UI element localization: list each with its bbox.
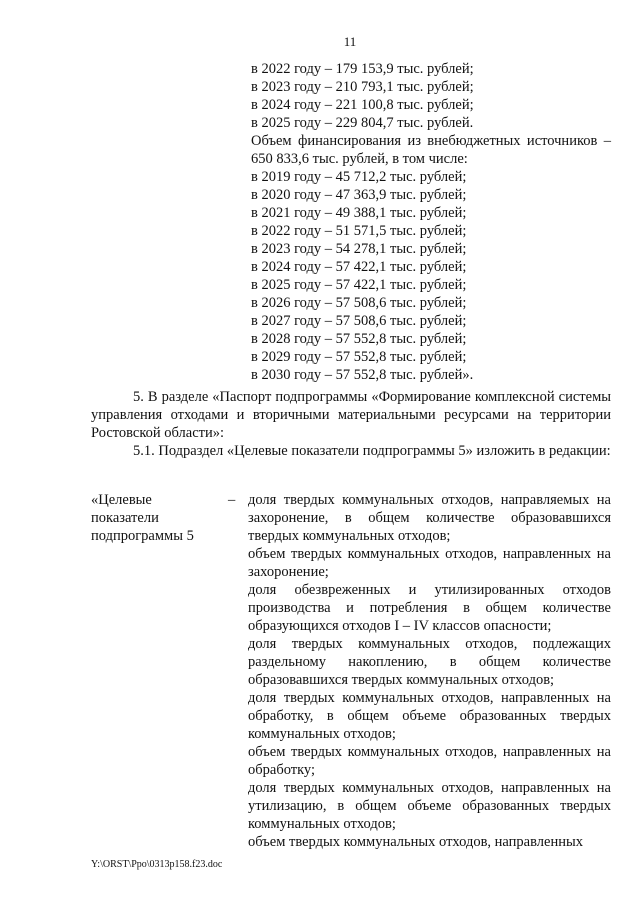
indicator-item: доля твердых коммунальных отходов, направляемых на захоронение, в общем количестве образовавшихся твердых коммунальных отходов; <box>248 492 611 544</box>
extra-financing-total: 650 833,6 тыс. рублей, в том числе: <box>251 151 468 167</box>
financing-line: в 2023 году – 210 793,1 тыс. рублей; <box>251 79 474 95</box>
indicator-item: объем твердых коммунальных отходов, направленных на обработку; <box>248 744 611 778</box>
file-path-footer: Y:\ORST\Ppo\0313p158.f23.doc <box>91 859 223 870</box>
indicators-label: «Целевые показатели подпрограммы 5 <box>91 492 194 544</box>
financing-line: в 2030 году – 57 552,8 тыс. рублей». <box>251 367 474 383</box>
indicator-item: объем твердых коммунальных отходов, направленных на захоронение; <box>248 546 611 580</box>
financing-line: в 2019 году – 45 712,2 тыс. рублей; <box>251 169 467 185</box>
indicators-dash: – <box>228 492 236 508</box>
financing-line: в 2024 году – 57 422,1 тыс. рублей; <box>251 259 467 275</box>
financing-line: в 2020 году – 47 363,9 тыс. рублей; <box>251 187 467 203</box>
financing-line: в 2021 году – 49 388,1 тыс. рублей; <box>251 205 467 221</box>
page-number: 11 <box>343 34 357 49</box>
financing-line: в 2022 году – 179 153,9 тыс. рублей; <box>251 61 474 77</box>
financing-line: в 2029 году – 57 552,8 тыс. рублей; <box>251 349 467 365</box>
financing-line: в 2025 году – 57 422,1 тыс. рублей; <box>251 277 467 293</box>
financing-line: в 2026 году – 57 508,6 тыс. рублей; <box>251 295 467 311</box>
section-5 <box>91 388 611 460</box>
financing-line: в 2028 году – 57 552,8 тыс. рублей; <box>251 331 467 347</box>
indicator-item: доля твердых коммунальных отходов, направленных на обработку, в общем объеме образованных твердых коммунальных отходов; <box>248 690 611 742</box>
indicators-list <box>248 491 611 851</box>
financing-block <box>251 60 611 384</box>
financing-line: в 2025 году – 229 804,7 тыс. рублей. <box>251 115 474 131</box>
financing-line: в 2027 году – 57 508,6 тыс. рублей; <box>251 313 467 329</box>
financing-line: в 2024 году – 221 100,8 тыс. рублей; <box>251 97 474 113</box>
indicator-item: доля обезвреженных и утилизированных отходов производства и потребления в общем количестве образующихся отходов I – IV классов опасности; <box>248 582 611 634</box>
indicator-item: объем твердых коммунальных отходов, направленных <box>248 834 583 850</box>
indicator-item: доля твердых коммунальных отходов, подлежащих раздельному накоплению, в общем количестве образовавшихся твердых коммунальных отходов; <box>248 636 611 688</box>
section-5-1-paragraph: 5.1. Подраздел «Целевые показатели подпрограммы 5» изложить в редакции: <box>133 443 611 459</box>
section-5-paragraph: 5. В разделе «Паспорт подпрограммы «Формирование комплексной системы управления отходами и вторичными материальными ресурсами на территории Ростовской области»: <box>91 389 611 441</box>
extra-financing-heading: Объем финансирования из внебюджетных источников – <box>251 133 611 149</box>
indicator-item: доля твердых коммунальных отходов, направленных на утилизацию, в общем объеме образованных твердых коммунальных отходов; <box>248 780 611 832</box>
financing-line: в 2022 году – 51 571,5 тыс. рублей; <box>251 223 467 239</box>
financing-line: в 2023 году – 54 278,1 тыс. рублей; <box>251 241 467 257</box>
